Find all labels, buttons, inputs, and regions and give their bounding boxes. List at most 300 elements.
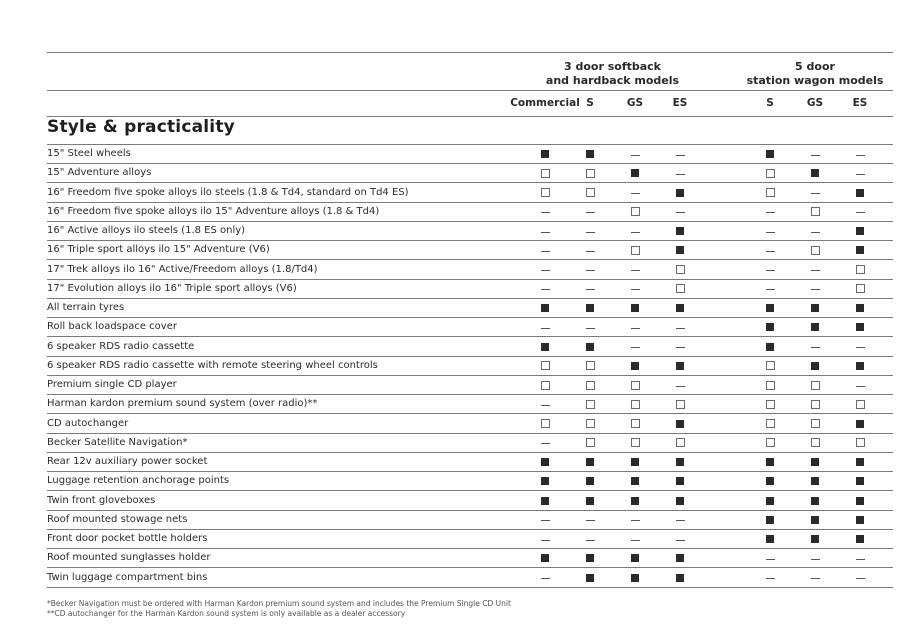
not-available-dash-icon: [811, 578, 820, 579]
feature-label: All terrain tyres: [47, 302, 125, 313]
group-title-line1: 5 door: [795, 60, 835, 73]
feature-cell: [805, 145, 825, 163]
feature-cell: [760, 338, 780, 356]
feature-label: Rear 12v auxiliary power socket: [47, 456, 208, 467]
feature-cell: [805, 357, 825, 375]
feature-cell: [535, 376, 555, 394]
not-available-dash-icon: [586, 289, 595, 290]
feature-cell: [850, 395, 870, 413]
standard-filled-square-icon: [586, 343, 594, 351]
not-available-dash-icon: [541, 328, 550, 329]
feature-cell: [535, 472, 555, 490]
feature-label: 16" Triple sport alloys ilo 15" Adventure (V6): [47, 244, 270, 256]
feature-cell: [580, 511, 600, 529]
feature-cell: [850, 569, 870, 587]
feature-cell: [625, 376, 645, 394]
standard-filled-square-icon: [631, 574, 639, 582]
not-available-dash-icon: [541, 232, 550, 233]
table-row: [47, 338, 893, 357]
feature-cell: [850, 164, 870, 182]
feature-cell: [535, 145, 555, 163]
feature-cell: [580, 569, 600, 587]
table-row: [47, 453, 893, 472]
table-row: [47, 241, 893, 260]
feature-cell: [535, 164, 555, 182]
feature-cell: [670, 511, 690, 529]
feature-cell: [625, 453, 645, 471]
optional-hollow-square-icon: [811, 419, 820, 428]
optional-hollow-square-icon: [631, 438, 640, 447]
standard-filled-square-icon: [541, 477, 549, 485]
feature-cell: [625, 415, 645, 433]
feature-cell: [805, 184, 825, 202]
optional-hollow-square-icon: [766, 361, 775, 370]
table-row: [47, 376, 893, 395]
not-available-dash-icon: [631, 540, 640, 541]
standard-filled-square-icon: [856, 535, 864, 543]
feature-cell: [625, 569, 645, 587]
table-row: [47, 184, 893, 203]
optional-hollow-square-icon: [631, 207, 640, 216]
feature-label: 6 speaker RDS radio cassette with remote steering wheel controls: [47, 359, 378, 371]
table-row: [47, 395, 893, 414]
standard-filled-square-icon: [856, 304, 864, 312]
standard-filled-square-icon: [856, 246, 864, 254]
not-available-dash-icon: [856, 347, 865, 348]
feature-cell: [760, 357, 780, 375]
feature-cell: [670, 415, 690, 433]
feature-cell: [850, 318, 870, 336]
standard-filled-square-icon: [586, 458, 594, 466]
feature-label: Becker Satellite Navigation*: [47, 436, 188, 448]
standard-filled-square-icon: [856, 420, 864, 428]
standard-filled-square-icon: [631, 458, 639, 466]
not-available-dash-icon: [586, 540, 595, 541]
standard-filled-square-icon: [856, 516, 864, 524]
not-available-dash-icon: [676, 212, 685, 213]
feature-cell: [580, 415, 600, 433]
not-available-dash-icon: [766, 270, 775, 271]
not-available-dash-icon: [811, 193, 820, 194]
feature-cell: [580, 530, 600, 548]
feature-cell: [625, 549, 645, 567]
standard-filled-square-icon: [766, 516, 774, 524]
optional-hollow-square-icon: [766, 381, 775, 390]
not-available-dash-icon: [676, 347, 685, 348]
feature-label: Twin front gloveboxes: [47, 494, 156, 506]
optional-hollow-square-icon: [541, 188, 550, 197]
optional-hollow-square-icon: [586, 400, 595, 409]
not-available-dash-icon: [676, 174, 685, 175]
feature-label: Roof mounted sunglasses holder: [47, 552, 211, 564]
feature-cell: [850, 492, 870, 510]
feature-cell: [535, 492, 555, 510]
feature-cell: [805, 549, 825, 567]
feature-label: 17" Trek alloys ilo 16" Active/Freedom alloys (1.8/Td4): [47, 263, 318, 275]
optional-hollow-square-icon: [541, 169, 550, 178]
feature-cell: [850, 415, 870, 433]
optional-hollow-square-icon: [541, 361, 550, 370]
table-row: [47, 299, 893, 318]
feature-cell: [625, 222, 645, 240]
feature-cell: [580, 376, 600, 394]
feature-cell: [670, 164, 690, 182]
feature-cell: [760, 569, 780, 587]
table-row: [47, 280, 893, 299]
feature-cell: [670, 222, 690, 240]
table-row: [47, 530, 893, 549]
feature-label: Roll back loadspace cover: [47, 321, 177, 333]
not-available-dash-icon: [631, 289, 640, 290]
optional-hollow-square-icon: [811, 400, 820, 409]
feature-cell: [535, 338, 555, 356]
feature-cell: [805, 318, 825, 336]
standard-filled-square-icon: [541, 343, 549, 351]
feature-cell: [625, 357, 645, 375]
table-row: [47, 318, 893, 337]
feature-cell: [625, 280, 645, 298]
feature-cell: [535, 280, 555, 298]
feature-cell: [850, 261, 870, 279]
standard-filled-square-icon: [856, 227, 864, 235]
feature-cell: [805, 261, 825, 279]
standard-filled-square-icon: [766, 497, 774, 505]
standard-filled-square-icon: [811, 169, 819, 177]
optional-hollow-square-icon: [856, 400, 865, 409]
feature-cell: [670, 318, 690, 336]
standard-filled-square-icon: [811, 497, 819, 505]
not-available-dash-icon: [766, 289, 775, 290]
standard-filled-square-icon: [676, 362, 684, 370]
table-row: [47, 145, 893, 164]
standard-filled-square-icon: [541, 497, 549, 505]
optional-hollow-square-icon: [811, 207, 820, 216]
feature-cell: [850, 549, 870, 567]
feature-cell: [580, 453, 600, 471]
feature-cell: [670, 357, 690, 375]
table-row: [47, 492, 893, 511]
feature-cell: [760, 241, 780, 259]
not-available-dash-icon: [811, 270, 820, 271]
feature-cell: [805, 241, 825, 259]
not-available-dash-icon: [541, 405, 550, 406]
not-available-dash-icon: [766, 559, 775, 560]
feature-cell: [625, 164, 645, 182]
not-available-dash-icon: [856, 386, 865, 387]
not-available-dash-icon: [631, 520, 640, 521]
feature-cell: [535, 203, 555, 221]
col-header-5door-es: ES: [852, 97, 868, 109]
feature-cell: [580, 434, 600, 452]
feature-cell: [760, 299, 780, 317]
feature-cell: [670, 145, 690, 163]
not-available-dash-icon: [631, 270, 640, 271]
standard-filled-square-icon: [541, 150, 549, 158]
optional-hollow-square-icon: [766, 188, 775, 197]
feature-cell: [805, 299, 825, 317]
standard-filled-square-icon: [586, 304, 594, 312]
standard-filled-square-icon: [676, 304, 684, 312]
feature-label: Twin luggage compartment bins: [47, 571, 208, 583]
not-available-dash-icon: [586, 328, 595, 329]
standard-filled-square-icon: [811, 477, 819, 485]
optional-hollow-square-icon: [856, 284, 865, 293]
standard-filled-square-icon: [631, 477, 639, 485]
not-available-dash-icon: [811, 289, 820, 290]
feature-cell: [760, 472, 780, 490]
feature-cell: [850, 472, 870, 490]
not-available-dash-icon: [586, 251, 595, 252]
table-row: [47, 203, 893, 222]
feature-cell: [850, 376, 870, 394]
feature-cell: [850, 299, 870, 317]
standard-filled-square-icon: [541, 304, 549, 312]
optional-hollow-square-icon: [631, 246, 640, 255]
not-available-dash-icon: [586, 270, 595, 271]
optional-hollow-square-icon: [631, 419, 640, 428]
not-available-dash-icon: [856, 559, 865, 560]
feature-cell: [670, 472, 690, 490]
feature-cell: [670, 280, 690, 298]
not-available-dash-icon: [856, 578, 865, 579]
feature-cell: [580, 357, 600, 375]
feature-cell: [670, 569, 690, 587]
feature-cell: [805, 280, 825, 298]
feature-cell: [670, 376, 690, 394]
feature-cell: [535, 241, 555, 259]
table-row: [47, 569, 893, 588]
feature-cell: [625, 492, 645, 510]
feature-cell: [805, 203, 825, 221]
standard-filled-square-icon: [541, 554, 549, 562]
feature-cell: [805, 434, 825, 452]
table-row: [47, 261, 893, 280]
feature-cell: [760, 376, 780, 394]
feature-cell: [670, 184, 690, 202]
standard-filled-square-icon: [766, 323, 774, 331]
not-available-dash-icon: [811, 232, 820, 233]
col-header-3door-s: S: [586, 97, 594, 109]
feature-cell: [580, 145, 600, 163]
not-available-dash-icon: [586, 520, 595, 521]
optional-hollow-square-icon: [586, 438, 595, 447]
feature-cell: [670, 203, 690, 221]
group-title-line2: station wagon models: [746, 74, 884, 87]
col-header-5door-gs: GS: [806, 97, 824, 109]
not-available-dash-icon: [631, 155, 640, 156]
standard-filled-square-icon: [811, 458, 819, 466]
feature-cell: [625, 395, 645, 413]
standard-filled-square-icon: [676, 458, 684, 466]
feature-cell: [850, 203, 870, 221]
feature-cell: [760, 145, 780, 163]
optional-hollow-square-icon: [856, 265, 865, 274]
not-available-dash-icon: [676, 520, 685, 521]
standard-filled-square-icon: [676, 497, 684, 505]
standard-filled-square-icon: [766, 150, 774, 158]
feature-cell: [625, 318, 645, 336]
feature-cell: [535, 357, 555, 375]
standard-filled-square-icon: [676, 420, 684, 428]
standard-filled-square-icon: [631, 304, 639, 312]
feature-cell: [580, 338, 600, 356]
feature-cell: [670, 299, 690, 317]
not-available-dash-icon: [586, 232, 595, 233]
feature-cell: [760, 415, 780, 433]
feature-cell: [805, 453, 825, 471]
feature-cell: [580, 299, 600, 317]
optional-hollow-square-icon: [676, 400, 685, 409]
feature-label: 16" Active alloys ilo steels (1.8 ES only): [47, 225, 246, 236]
standard-filled-square-icon: [811, 362, 819, 370]
optional-hollow-square-icon: [856, 438, 865, 447]
feature-label: Front door pocket bottle holders: [47, 533, 208, 544]
standard-filled-square-icon: [766, 477, 774, 485]
not-available-dash-icon: [766, 251, 775, 252]
feature-cell: [535, 415, 555, 433]
optional-hollow-square-icon: [541, 419, 550, 428]
feature-cell: [580, 241, 600, 259]
feature-cell: [625, 434, 645, 452]
standard-filled-square-icon: [541, 458, 549, 466]
standard-filled-square-icon: [856, 497, 864, 505]
standard-filled-square-icon: [586, 497, 594, 505]
standard-filled-square-icon: [856, 458, 864, 466]
optional-hollow-square-icon: [586, 361, 595, 370]
feature-cell: [625, 203, 645, 221]
feature-cell: [625, 338, 645, 356]
feature-cell: [805, 472, 825, 490]
not-available-dash-icon: [811, 155, 820, 156]
feature-cell: [805, 164, 825, 182]
standard-filled-square-icon: [586, 150, 594, 158]
feature-cell: [760, 511, 780, 529]
not-available-dash-icon: [631, 193, 640, 194]
standard-filled-square-icon: [856, 362, 864, 370]
feature-cell: [670, 530, 690, 548]
feature-cell: [535, 261, 555, 279]
feature-cell: [805, 222, 825, 240]
standard-filled-square-icon: [676, 574, 684, 582]
col-header-3door-gs: GS: [626, 97, 644, 109]
feature-cell: [760, 549, 780, 567]
standard-filled-square-icon: [586, 554, 594, 562]
not-available-dash-icon: [676, 386, 685, 387]
optional-hollow-square-icon: [586, 381, 595, 390]
not-available-dash-icon: [541, 540, 550, 541]
not-available-dash-icon: [631, 347, 640, 348]
feature-cell: [535, 222, 555, 240]
feature-cell: [580, 549, 600, 567]
table-row: [47, 222, 893, 241]
table-row: [47, 511, 893, 530]
feature-cell: [760, 164, 780, 182]
feature-cell: [850, 338, 870, 356]
feature-cell: [850, 530, 870, 548]
standard-filled-square-icon: [766, 535, 774, 543]
feature-cell: [580, 318, 600, 336]
optional-hollow-square-icon: [541, 381, 550, 390]
feature-cell: [760, 280, 780, 298]
table-row: [47, 472, 893, 491]
feature-cell: [760, 318, 780, 336]
feature-cell: [535, 569, 555, 587]
not-available-dash-icon: [856, 212, 865, 213]
feature-cell: [535, 530, 555, 548]
section-title: Style & practicality: [47, 117, 235, 137]
feature-cell: [625, 530, 645, 548]
feature-label: 15" Steel wheels: [47, 148, 131, 159]
feature-cell: [805, 492, 825, 510]
top-rule: [47, 52, 893, 53]
feature-cell: [535, 549, 555, 567]
feature-cell: [580, 472, 600, 490]
feature-cell: [580, 280, 600, 298]
not-available-dash-icon: [541, 443, 550, 444]
feature-label: 16" Freedom five spoke alloys ilo steels (1.8 & Td4, standard on Td4 ES): [47, 186, 409, 198]
standard-filled-square-icon: [676, 554, 684, 562]
feature-cell: [760, 222, 780, 240]
feature-cell: [670, 549, 690, 567]
standard-filled-square-icon: [856, 477, 864, 485]
feature-cell: [670, 453, 690, 471]
footnote-1: *Becker Navigation must be ordered with Harman Kardon premium sound system and includes the Premium Single CD Unit: [47, 599, 511, 608]
standard-filled-square-icon: [631, 554, 639, 562]
standard-filled-square-icon: [676, 227, 684, 235]
not-available-dash-icon: [766, 578, 775, 579]
feature-cell: [670, 434, 690, 452]
standard-filled-square-icon: [631, 169, 639, 177]
not-available-dash-icon: [541, 289, 550, 290]
feature-cell: [805, 530, 825, 548]
not-available-dash-icon: [811, 559, 820, 560]
feature-cell: [670, 492, 690, 510]
optional-hollow-square-icon: [766, 169, 775, 178]
feature-cell: [580, 222, 600, 240]
feature-cell: [805, 338, 825, 356]
feature-cell: [805, 376, 825, 394]
feature-cell: [670, 338, 690, 356]
standard-filled-square-icon: [631, 497, 639, 505]
feature-cell: [850, 434, 870, 452]
optional-hollow-square-icon: [631, 381, 640, 390]
not-available-dash-icon: [631, 232, 640, 233]
feature-cell: [670, 241, 690, 259]
feature-label: Premium single CD player: [47, 379, 177, 390]
feature-cell: [580, 395, 600, 413]
not-available-dash-icon: [766, 232, 775, 233]
feature-cell: [580, 184, 600, 202]
group-header-3-door: [530, 60, 695, 88]
group-header-rule: [47, 90, 893, 91]
feature-cell: [760, 434, 780, 452]
optional-hollow-square-icon: [811, 438, 820, 447]
standard-filled-square-icon: [586, 477, 594, 485]
feature-cell: [625, 511, 645, 529]
feature-label: Roof mounted stowage nets: [47, 513, 188, 525]
standard-filled-square-icon: [766, 458, 774, 466]
optional-hollow-square-icon: [766, 400, 775, 409]
standard-filled-square-icon: [811, 516, 819, 524]
not-available-dash-icon: [856, 174, 865, 175]
not-available-dash-icon: [676, 155, 685, 156]
feature-label: Harman kardon premium sound system (over radio)**: [47, 398, 318, 410]
feature-cell: [625, 299, 645, 317]
group-header-5-door: [735, 60, 895, 88]
feature-cell: [625, 145, 645, 163]
feature-cell: [805, 511, 825, 529]
optional-hollow-square-icon: [811, 381, 820, 390]
